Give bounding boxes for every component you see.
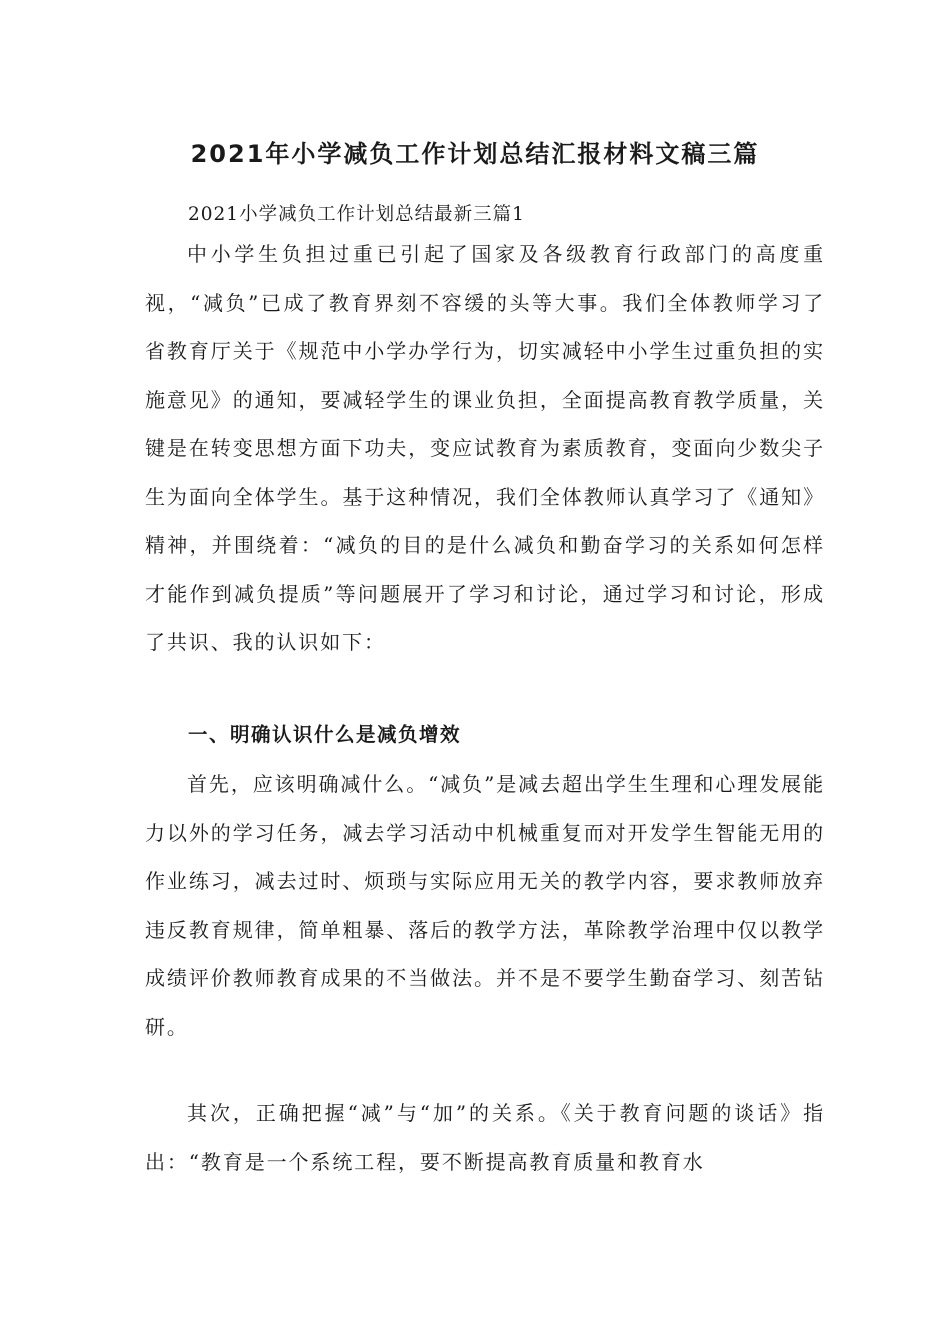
body-paragraph-2: 首先，应该明确减什么。“减负”是减去超出学生生理和心理发展能力以外的学习任务，减去学习活动中机械重复而对开发学生智能无用的作业练习，减去过时、烦琐与实际应用无关的教学内容，要求教师放弃违反教育规律，简单粗暴、落后的教学方法，革除教学治理中仅以教学成绩评价教师教育成果的不当做法。并不是不要学生勤奋学习、刻苦钻研。: [145, 772, 825, 1039]
document-title: 2021年小学减负工作计划总结汇报材料文稿三篇: [190, 140, 760, 168]
document-subtitle: 2021小学减负工作计划总结最新三篇1: [188, 204, 525, 225]
body-paragraph-1: 中小学生负担过重已引起了国家及各级教育行政部门的高度重视，“减负”已成了教育界刻不容缓的头等大事。我们全体教师学习了省教育厅关于《规范中小学办学行为，切实减轻中小学生过重负担的实施意见》的通知，要减轻学生的课业负担，全面提高教育教学质量，关键是在转变思想方面下功夫，变应试教育为素质教育，变面向少数尖子生为面向全体学生。基于这种情况，我们全体教师认真学习了《通知》精神，并围绕着：“减负的目的是什么减负和勤奋学习的关系如何怎样才能作到减负提质”等问题展开了学习和讨论，通过学习和讨论，形成了共识、我的认识如下：: [145, 242, 825, 654]
body-paragraph-3: 其次，正确把握“减”与“加”的关系。《关于教育问题的谈话》指出：“教育是一个系统工程，要不断提高教育质量和教育水: [145, 1101, 825, 1174]
section-heading: 一、明确认识什么是减负增效: [188, 723, 462, 746]
